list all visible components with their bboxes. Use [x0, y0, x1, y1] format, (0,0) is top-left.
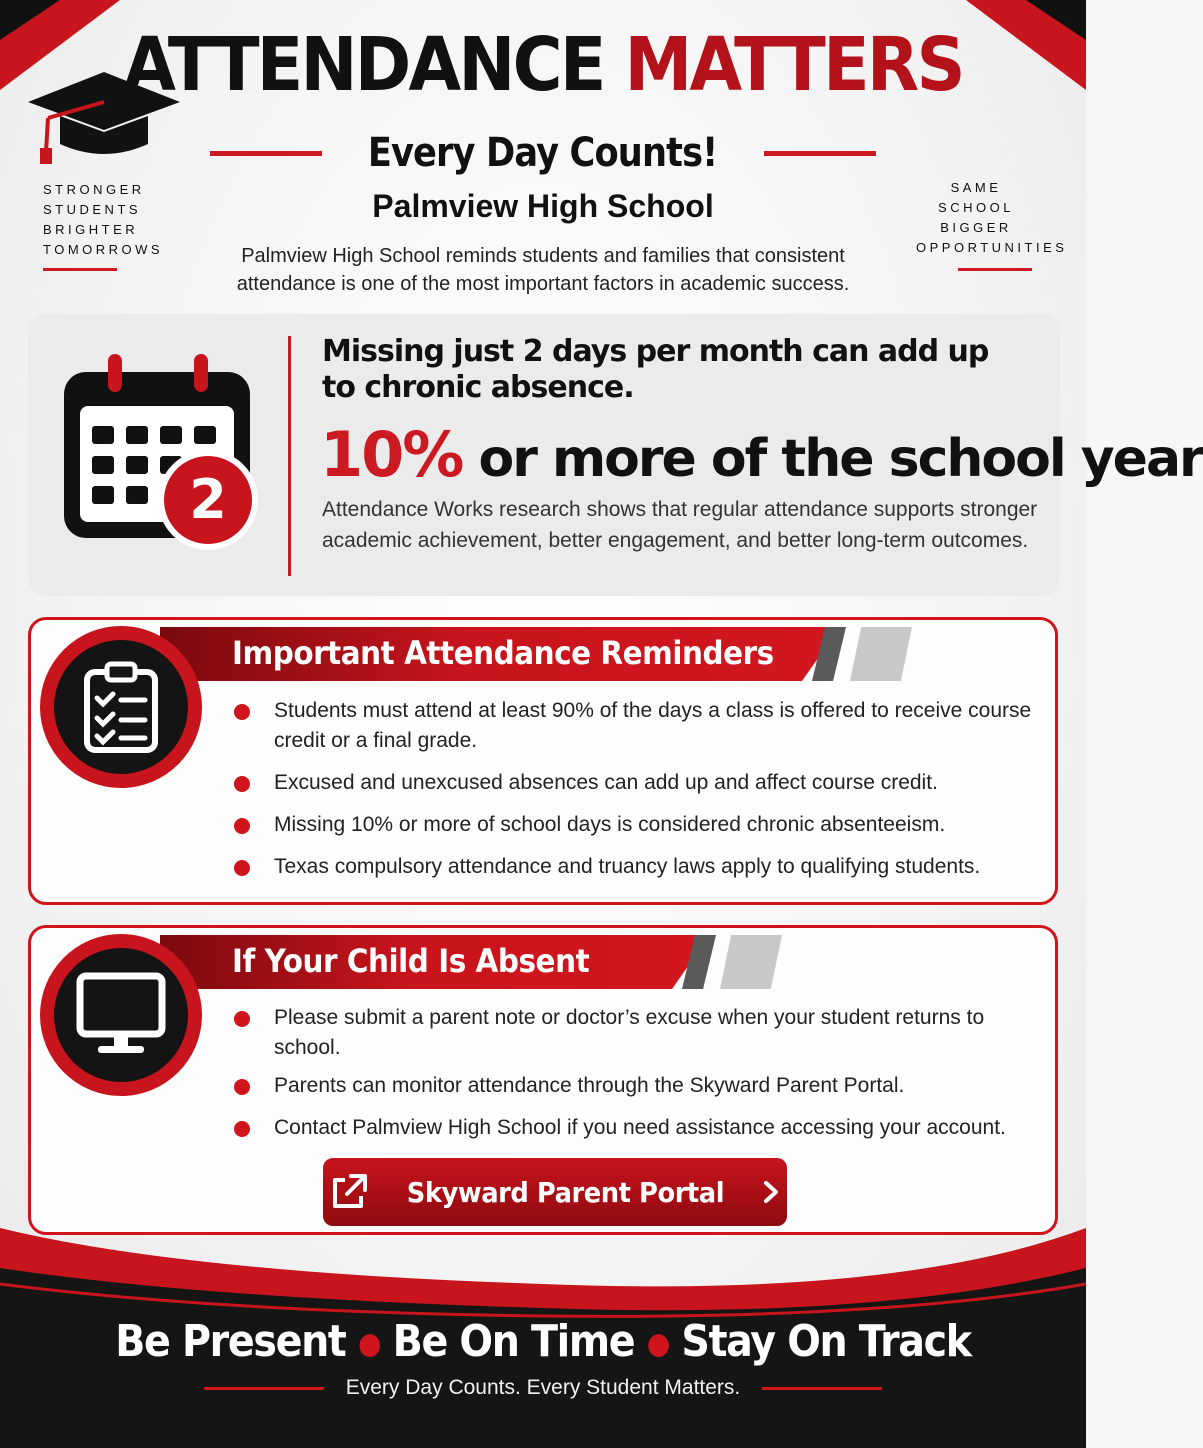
- tagline-right-line: OPPORTUNITIES: [916, 240, 1068, 255]
- page-title: [43, 22, 1042, 108]
- title-part-black: ATTENDANCE: [123, 22, 604, 108]
- tagline-left-line: STRONGER: [43, 182, 145, 197]
- bullet-dot: [234, 776, 250, 792]
- list-item: [234, 1113, 1044, 1143]
- stat-divider: [288, 336, 291, 576]
- list-item-text: Missing 10% or more of school days is considered chronic absenteeism.: [274, 813, 946, 836]
- stat-big-rest: or more of the school year: [478, 429, 1203, 489]
- footer-tagline-row: [0, 1376, 1086, 1400]
- list-item-text: Students must attend at least 90% of the days a class is offered to receive course credit or a final grade.: [274, 699, 1032, 752]
- bullet-dot: [234, 860, 250, 876]
- stat-percent: 10%: [320, 418, 463, 491]
- intro-text: Palmview High School reminds students and families that consistent attendance is one of the most important factors in academic success.: [236, 245, 850, 295]
- tagline-left-line: BRIGHTER: [43, 222, 139, 237]
- computer-monitor-icon: [76, 972, 166, 1058]
- reminders-list: [234, 696, 1044, 882]
- stat-body: Attendance Works research shows that regular attendance supports stronger academic achievement, better engagement, and better long-term outcomes.: [322, 498, 1038, 552]
- subtitle-line-right: [764, 151, 876, 156]
- footer-line-left: [204, 1387, 324, 1390]
- tagline-left-line: STUDENTS: [43, 202, 142, 217]
- tagline-left-line: TOMORROWS: [43, 242, 164, 257]
- skyward-portal-button-label: Skyward Parent Portal: [406, 1175, 724, 1209]
- motto-part: Be On Time: [392, 1316, 635, 1367]
- subtitle-row: [0, 130, 1086, 176]
- list-item: [234, 768, 1044, 798]
- list-item-text: Contact Palmview High School if you need assistance accessing your account.: [274, 1116, 1006, 1139]
- tagline-right-line: SCHOOL: [938, 200, 1014, 215]
- absent-badge: [40, 934, 202, 1096]
- bullet-dot: [234, 1079, 250, 1095]
- list-item: [234, 1071, 1044, 1101]
- list-item-text: Excused and unexcused absences can add up and affect course credit.: [274, 771, 938, 794]
- school-name: Palmview High School: [372, 188, 714, 224]
- tagline-right-underline: [958, 268, 1032, 271]
- reminders-badge-inner: [54, 640, 188, 774]
- motto-part: Stay On Track: [681, 1316, 971, 1367]
- skyward-portal-button[interactable]: [323, 1158, 787, 1226]
- absent-title: If Your Child Is Absent: [232, 942, 590, 980]
- footer-line-right: [762, 1387, 882, 1390]
- list-item: [234, 1003, 1044, 1063]
- footer-motto: [54, 1316, 1031, 1367]
- absent-badge-inner: [54, 948, 188, 1082]
- bullet-dot: [234, 1011, 250, 1027]
- list-item: [234, 852, 1044, 882]
- stat-headline: Missing just 2 days per month can add up to chronic absence.: [322, 334, 989, 405]
- list-item-text: Parents can monitor attendance through the Skyward Parent Portal.: [274, 1074, 905, 1097]
- clipboard-checklist-icon: [83, 662, 159, 752]
- reminders-title: Important Attendance Reminders: [232, 634, 774, 672]
- bullet-dot: [234, 704, 250, 720]
- motto-separator: ●: [357, 1326, 381, 1362]
- title-part-red: MATTERS: [624, 22, 963, 108]
- list-item: [234, 696, 1044, 756]
- subtitle-line-left: [210, 151, 322, 156]
- calendar-number: 2: [189, 468, 227, 531]
- tagline-right-line: SAME: [950, 180, 1002, 195]
- stat-big-line: [320, 418, 1203, 491]
- tagline-right-line: BIGGER: [940, 220, 1012, 235]
- calendar-icon: [58, 350, 268, 550]
- list-item-text: Texas compulsory attendance and truancy laws apply to qualifying students.: [274, 855, 981, 878]
- list-item: [234, 810, 1044, 840]
- chevron-right-icon: [761, 1179, 781, 1205]
- motto-part: Be Present: [115, 1316, 346, 1367]
- external-link-icon: [329, 1172, 369, 1212]
- bullet-dot: [234, 818, 250, 834]
- tagline-left-underline: [43, 268, 117, 271]
- motto-separator: ●: [646, 1326, 669, 1362]
- reminders-badge: [40, 626, 202, 788]
- bullet-dot: [234, 1121, 250, 1137]
- footer-tagline: Every Day Counts. Every Student Matters.: [345, 1376, 741, 1399]
- list-item-text: Please submit a parent note or doctor’s excuse when your student returns to school.: [274, 1006, 985, 1059]
- absent-list: [234, 1003, 1044, 1143]
- subtitle: Every Day Counts!: [368, 130, 718, 176]
